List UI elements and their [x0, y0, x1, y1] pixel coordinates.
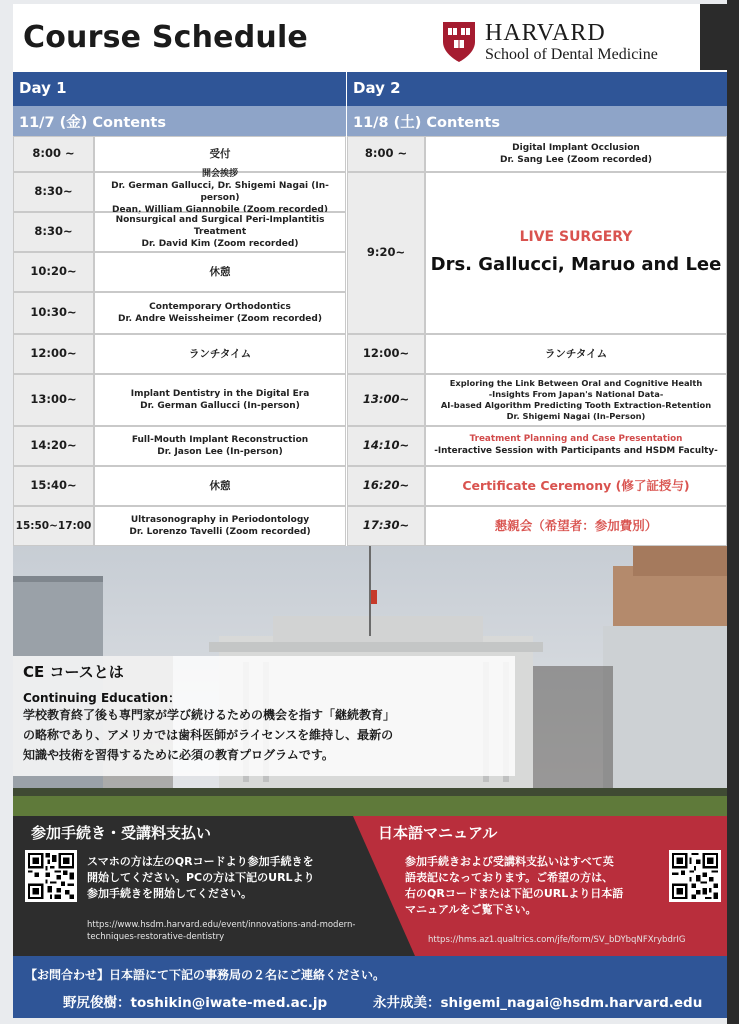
d2-time — [347, 374, 425, 426]
registration-url-line: techniques-restorative-dentistry — [87, 932, 225, 942]
d2-line: -Insights From Japan's National Data- — [488, 389, 664, 400]
schedule-table — [13, 136, 727, 546]
d1-content — [94, 292, 346, 334]
d1-line: Full-Mouth Implant Reconstruction — [131, 434, 309, 445]
d1-content — [94, 212, 346, 252]
d2-time — [347, 334, 425, 374]
d1-line: Dr. Jason Lee (In-person) — [157, 447, 283, 457]
d2-line: Treatment Planning and Case Presentation — [469, 434, 683, 445]
d1-time-text: 13:00~ — [30, 392, 77, 407]
day2-header — [347, 72, 727, 106]
contact-person-1[interactable]: 野尻俊樹：toshikin@iwate-med.ac.jp — [63, 995, 328, 1011]
qr-code-icon — [672, 853, 718, 899]
d1-content — [94, 252, 346, 292]
contact-person-2[interactable]: 永井成美：shigemi_nagai@hsdm.harvard.edu — [373, 995, 703, 1011]
ce-body-line: の略称であり、アメリカでは歯科医師がライセンスを維持し、最新の — [23, 728, 394, 742]
day1-header — [13, 72, 346, 106]
d1-time-text: 15:40~ — [30, 478, 77, 493]
d1-line: 開会挨拶 — [201, 168, 238, 179]
d1-time-text: 10:20~ — [30, 264, 77, 279]
d1-line: 休憩 — [209, 265, 231, 278]
day2-date-label: 11/8 (土) Contents — [353, 115, 500, 131]
d2-content — [425, 374, 727, 426]
d1-content — [94, 136, 346, 172]
d2-line: -Interactive Session with Participants and HSDM Faculty- — [434, 446, 718, 456]
d1-line: Contemporary Orthodontics — [149, 301, 291, 312]
d2-content — [425, 334, 727, 374]
d1-time — [13, 172, 94, 212]
d2-line: Exploring the Link Between Oral and Cognitive Health — [449, 378, 703, 389]
d1-time-text: 14:20~ — [30, 438, 77, 453]
d1-line: Implant Dentistry in the Digital Era — [130, 388, 310, 399]
d1-content — [94, 374, 346, 426]
manual-line: 語表記になっております。ご希望の方は、 — [405, 871, 614, 884]
d2-line: AI-based Algorithm Predicting Tooth Extraction-Retention — [440, 400, 712, 410]
d2-time — [347, 136, 425, 172]
d2-time-text: 13:00~ — [362, 392, 410, 407]
registration-url-line: https://www.hsdm.harvard.edu/event/innovations-and-modern- — [87, 920, 356, 930]
ce-body-line: 学校教育終了後も専門家が学び続けるための機会を指す「継続教育」 — [23, 708, 396, 722]
d2-content-live-surgery — [425, 172, 727, 334]
ce-subtitle: Continuing Education： — [23, 691, 181, 705]
d1-time — [13, 252, 94, 292]
registration-qr-code[interactable] — [25, 850, 77, 902]
d2-line: Digital Implant Occlusion — [512, 142, 640, 153]
d1-line: Ultrasonography in Periodontology — [130, 514, 310, 525]
d2-time — [347, 466, 425, 506]
registration-body — [87, 854, 315, 902]
harvard-logo — [441, 20, 701, 66]
registration-line: 開始してください。PCの方は下記のURLより — [87, 871, 315, 884]
d1-line: Dr. Lorenzo Tavelli (Zoom recorded) — [129, 527, 311, 537]
d1-time-text: 10:30~ — [30, 305, 77, 320]
d1-content — [94, 334, 346, 374]
live-surgery-label: LIVE SURGERY — [519, 229, 633, 246]
d1-time-text: 8:00 ~ — [32, 146, 75, 161]
manual-url[interactable]: https://hms.az1.qualtrics.com/jfe/form/SV_bDYbqNFXrybdrIG — [428, 935, 686, 945]
d1-content — [94, 506, 346, 546]
manual-line: 参加手続きおよび受講料支払いはすべて英 — [405, 855, 614, 868]
d2-time-text: 14:10~ — [362, 438, 410, 453]
manual-line: マニュアルをご覧下さい。 — [405, 903, 537, 916]
d1-content — [94, 168, 346, 216]
logo-name: HARVARD — [485, 20, 606, 46]
registration-url[interactable] — [87, 919, 355, 943]
d2-time-text: 8:00 ~ — [364, 146, 408, 161]
d1-line: 休憩 — [209, 479, 231, 492]
d1-time-text: 15:50~17:00 — [15, 519, 92, 532]
d1-time — [13, 334, 94, 374]
day2-date — [347, 106, 727, 136]
registration-line: スマホの方は左のQRコードより参加手続きを — [87, 855, 314, 868]
day1-label: Day 1 — [19, 79, 67, 97]
d1-line: Dean, William Giannobile (Zoom recorded) — [112, 205, 328, 216]
d1-line: Dr. Andre Weissheimer (Zoom recorded) — [118, 314, 322, 324]
d2-time — [347, 426, 425, 466]
d1-time-text: 12:00~ — [30, 346, 77, 361]
d1-time — [13, 374, 94, 426]
d1-content — [94, 466, 346, 506]
d2-time-text: 9:20~ — [366, 245, 406, 260]
corner-block — [700, 4, 727, 70]
ce-body-line: 知識や技術を習得するために必須の教育プログラムです。 — [23, 748, 334, 762]
d1-time — [13, 292, 94, 334]
logo-subtitle: School of Dental Medicine — [485, 46, 658, 63]
ce-title: CE コースとは — [23, 663, 124, 681]
d1-line: 受付 — [209, 147, 231, 160]
d1-line: Dr. David Kim (Zoom recorded) — [141, 239, 299, 250]
d1-time — [13, 506, 94, 546]
d2-content — [425, 466, 727, 506]
day1-date-label: 11/7 (金) Contents — [19, 115, 166, 131]
day2-label: Day 2 — [353, 79, 401, 97]
manual-title: 日本語マニュアル — [378, 824, 498, 842]
right-edge-bar — [727, 0, 739, 1024]
certificate-ceremony: Certificate Ceremony (修了証授与) — [462, 477, 690, 493]
d1-time-text: 8:30~ — [34, 224, 73, 239]
d2-line: Dr. Shigemi Nagai (In-Person) — [506, 410, 646, 421]
d1-time — [13, 466, 94, 506]
registration-title: 参加手続き・受講料支払い — [31, 824, 212, 842]
d2-time — [347, 506, 425, 546]
ce-body — [23, 705, 513, 765]
d1-time — [13, 136, 94, 172]
d2-time — [347, 172, 425, 334]
harvard-shield-icon — [441, 20, 477, 64]
flyer — [13, 4, 727, 1018]
d1-line: ランチタイム — [188, 347, 252, 360]
d2-content — [425, 426, 727, 466]
d1-content — [94, 426, 346, 466]
contact-heading: 【お問合わせ】日本語にて下記の事務局の２名にご連絡ください。 — [25, 968, 386, 982]
manual-line: 右のQRコードまたは下記のURLより日本語 — [405, 887, 624, 900]
manual-body — [405, 854, 623, 918]
d2-content — [425, 506, 727, 546]
registration-line: 参加手続きを開始してください。 — [87, 887, 252, 900]
d2-line: Dr. Sang Lee (Zoom recorded) — [500, 155, 652, 165]
d1-line: Nonsurgical and Surgical Peri-Implantitis Treatment — [115, 214, 325, 237]
d2-content — [425, 136, 727, 172]
d2-time-text: 17:30~ — [362, 518, 410, 533]
d1-time — [13, 212, 94, 252]
page-title: Course Schedule — [23, 20, 308, 55]
live-surgery-doctors: Drs. Gallucci, Maruo and Lee — [430, 254, 722, 276]
day1-date — [13, 106, 346, 136]
d2-line: ランチタイム — [544, 347, 608, 360]
d1-line: Dr. German Gallucci, Dr. Shigemi Nagai (In-person) — [111, 180, 329, 203]
qr-code-icon — [28, 853, 74, 899]
reception-party: 懇親会（希望者：参加費別） — [494, 517, 658, 533]
manual-qr-code[interactable] — [669, 850, 721, 902]
d1-time-text: 8:30~ — [34, 184, 73, 199]
d2-time-text: 16:20~ — [362, 478, 410, 493]
d1-time — [13, 426, 94, 466]
d2-time-text: 12:00~ — [362, 346, 410, 361]
d1-line: Dr. German Gallucci (In-person) — [140, 401, 300, 411]
